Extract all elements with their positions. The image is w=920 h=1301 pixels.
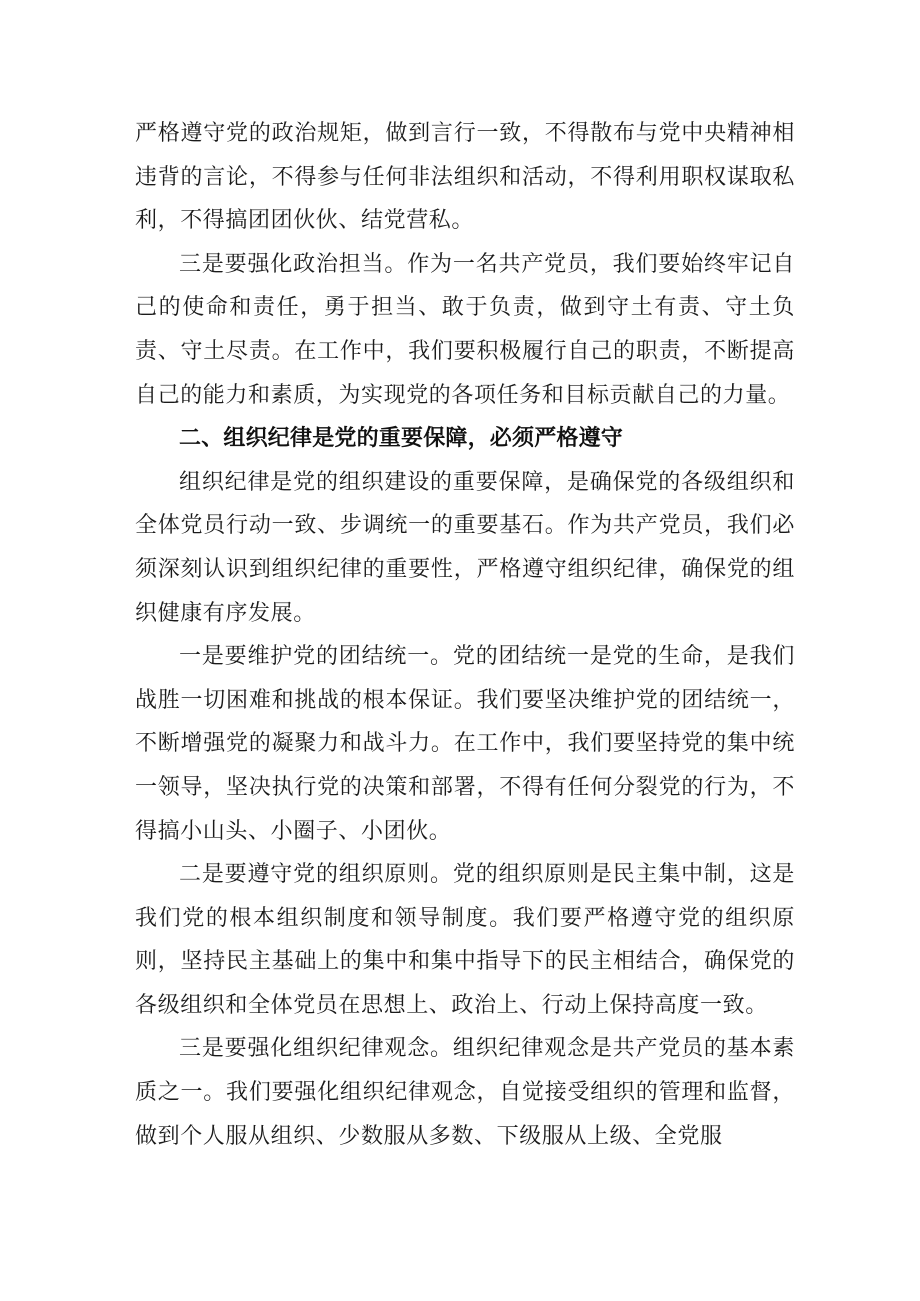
section-heading-organizational-discipline: 二、组织纪律是党的重要保障，必须严格遵守: [179, 426, 624, 452]
paragraph-continuation: 严格遵守党的政治规矩，做到言行一致，不得散布与党中央精神相违背的言论，不得参与任何非法组织和活动，不得利用职权谋取私利，不得搞团团伙伙、结党营私。: [135, 121, 795, 234]
paragraph-discipline-awareness: 三是要强化组织纪律观念。组织纪律观念是共产党员的基本素质之一。我们要强化组织纪律观念，自觉接受组织的管理和监督，做到个人服从组织、少数服从多数、下级服从上级、全党服: [135, 1036, 795, 1149]
paragraph-political-responsibility: 三是要强化政治担当。作为一名共产党员，我们要始终牢记自己的使命和责任，勇于担当、敢于负责，做到守土有责、守土负责、守土尽责。在工作中，我们要积极履行自己的职责，不断提高自己的能力和素质，为实现党的各项任务和目标贡献自己的力量。: [135, 251, 795, 408]
paragraph-organizational-discipline-intro: 组织纪律是党的组织建设的重要保障，是确保党的各级组织和全体党员行动一致、步调统一的重要基石。作为共产党员，我们必须深刻认识到组织纪律的重要性，严格遵守组织纪律，确保党的组织健康有序发展。: [135, 469, 795, 626]
document-body: [135, 112, 795, 1158]
paragraph-party-unity: 一是要维护党的团结统一。党的团结统一是党的生命，是我们战胜一切困难和挑战的根本保证。我们要坚决维护党的团结统一，不断增强党的凝聚力和战斗力。在工作中，我们要坚持党的集中统一领导，坚决执行党的决策和部署，不得有任何分裂党的行为，不得搞小山头、小圈子、小团伙。: [135, 644, 795, 844]
paragraph-organizational-principles: 二是要遵守党的组织原则。党的组织原则是民主集中制，这是我们党的根本组织制度和领导制度。我们要严格遵守党的组织原则，坚持民主基础上的集中和集中指导下的民主相结合，确保党的各级组织和全体党员在思想上、政治上、行动上保持高度一致。: [135, 862, 795, 1018]
